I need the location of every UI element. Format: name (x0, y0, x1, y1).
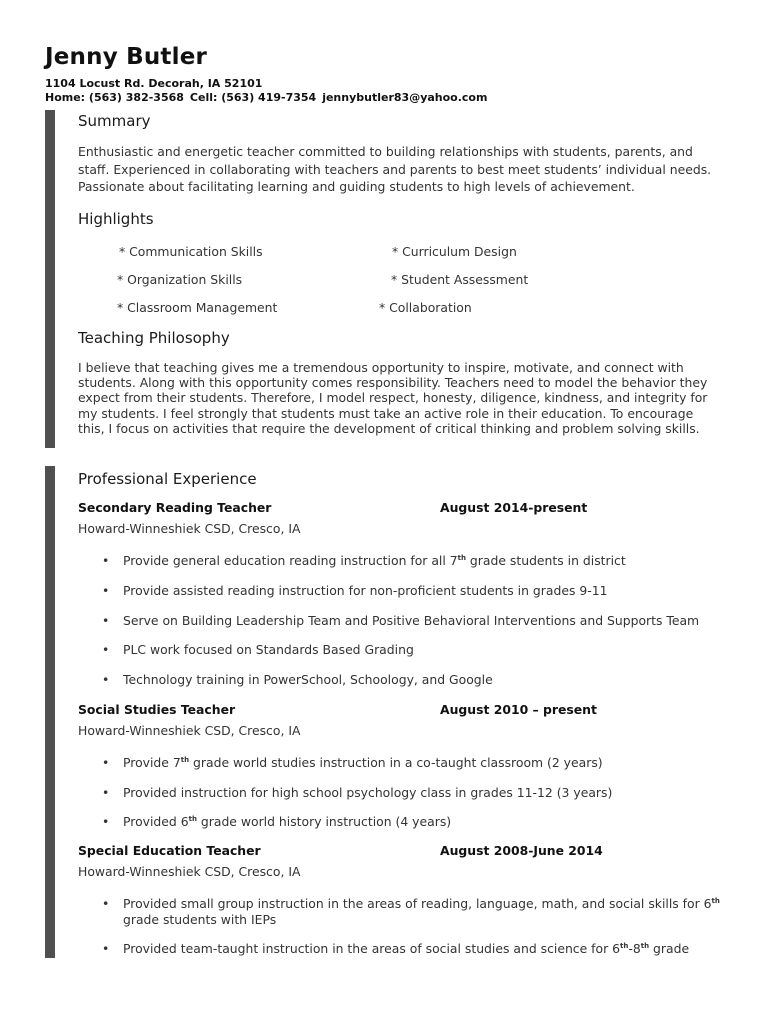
job-bullet: • Provide general education reading instruction for all 7th grade students in district (102, 553, 626, 568)
section-bar-top (45, 110, 55, 448)
bullet-dot: • (102, 785, 110, 800)
job-title: Special Education Teacher (78, 843, 261, 858)
philosophy-line: expect from their students. Therefore, I model respect, honesty, diligence, kindness, and integrity for (78, 390, 708, 406)
candidate-name: Jenny Butler (45, 44, 208, 70)
philosophy-line: my students. I feel strongly that students must take an active role in their education. To encourage (78, 405, 694, 421)
job-bullet: • Provided small group instruction in the areas of reading, language, math, and social skills for 6th grade students with IEPs (102, 896, 720, 927)
summary-heading: Summary (78, 112, 151, 130)
highlights-heading: Highlights (78, 210, 154, 228)
highlight-item: * Communication Skills (119, 244, 263, 259)
job-dates: August 2014-present (440, 500, 588, 515)
job-organization: Howard-Winneshiek CSD, Cresco, IA (78, 723, 301, 738)
job-bullet: • Technology training in PowerSchool, Schoology, and Google (102, 672, 493, 687)
summary-line: staff. Experienced in collaborating with teachers and parents to best meet students’ individual needs. (78, 161, 712, 177)
philosophy-line: students. Along with this opportunity comes responsibility. Teachers need to model the behavior they (78, 375, 708, 391)
job-dates: August 2008-June 2014 (440, 843, 603, 858)
summary-line: Passionate about facilitating learning and guiding students to high levels of achievement. (78, 179, 635, 194)
summary-text (78, 143, 728, 196)
bullet-dot: • (102, 583, 110, 598)
bullet-dot: • (102, 642, 110, 657)
email: jennybutler83@yahoo.com (322, 91, 488, 104)
resume-header (45, 44, 493, 105)
highlight-item: * Organization Skills (117, 272, 243, 287)
job-title: Social Studies Teacher (78, 702, 236, 717)
job-bullet: • PLC work focused on Standards Based Grading (102, 642, 414, 657)
address: 1104 Locust Rd. Decorah, IA 52101 (45, 77, 263, 90)
job-dates: August 2010 – present (440, 702, 597, 717)
contact-info (45, 77, 493, 105)
bullet-dot: • (102, 941, 110, 956)
highlight-item: * Collaboration (379, 300, 472, 315)
highlight-item: * Classroom Management (117, 300, 278, 315)
highlight-item: * Student Assessment (391, 272, 529, 287)
home-phone: Home: (563) 382-3568 (45, 91, 184, 104)
highlight-item: * Curriculum Design (392, 244, 517, 259)
job-organization: Howard-Winneshiek CSD, Cresco, IA (78, 864, 301, 879)
philosophy-text (78, 360, 728, 436)
bullet-dot: • (102, 896, 110, 911)
job-bullet: • Provided team-taught instruction in the areas of social studies and science for 6th-8th grade (102, 941, 690, 956)
bullet-dot: • (102, 672, 110, 687)
philosophy-line: I believe that teaching gives me a tremendous opportunity to inspire, motivate, and connect with (78, 360, 684, 375)
section-bar-bottom (45, 466, 55, 958)
bullet-dot: • (102, 613, 110, 628)
bullet-dot: • (102, 553, 110, 568)
cell-phone: Cell: (563) 419-7354 (189, 91, 317, 104)
experience-heading: Professional Experience (78, 470, 257, 488)
job-bullet: • Provide 7th grade world studies instruction in a co-taught classroom (2 years) (102, 755, 603, 770)
bullet-dot: • (102, 814, 110, 829)
job-bullet: • Provide assisted reading instruction for non-proficient students in grades 9-11 (102, 583, 608, 598)
job-bullet: • Provided 6th grade world history instruction (4 years) (102, 814, 452, 829)
job-bullet: • Provided instruction for high school psychology class in grades 11-12 (3 years) (102, 785, 613, 800)
philosophy-line: this, I focus on activities that require the development of critical thinking and problem solving skills. (78, 420, 700, 436)
job-organization: Howard-Winneshiek CSD, Cresco, IA (78, 521, 301, 536)
job-title: Secondary Reading Teacher (78, 500, 272, 515)
bullet-dot: • (102, 755, 110, 770)
philosophy-heading: Teaching Philosophy (78, 329, 230, 347)
job-bullet: • Serve on Building Leadership Team and Positive Behavioral Interventions and Supports Team (102, 613, 700, 628)
summary-line: Enthusiastic and energetic teacher committed to building relationships with students, parents, and (78, 144, 693, 159)
